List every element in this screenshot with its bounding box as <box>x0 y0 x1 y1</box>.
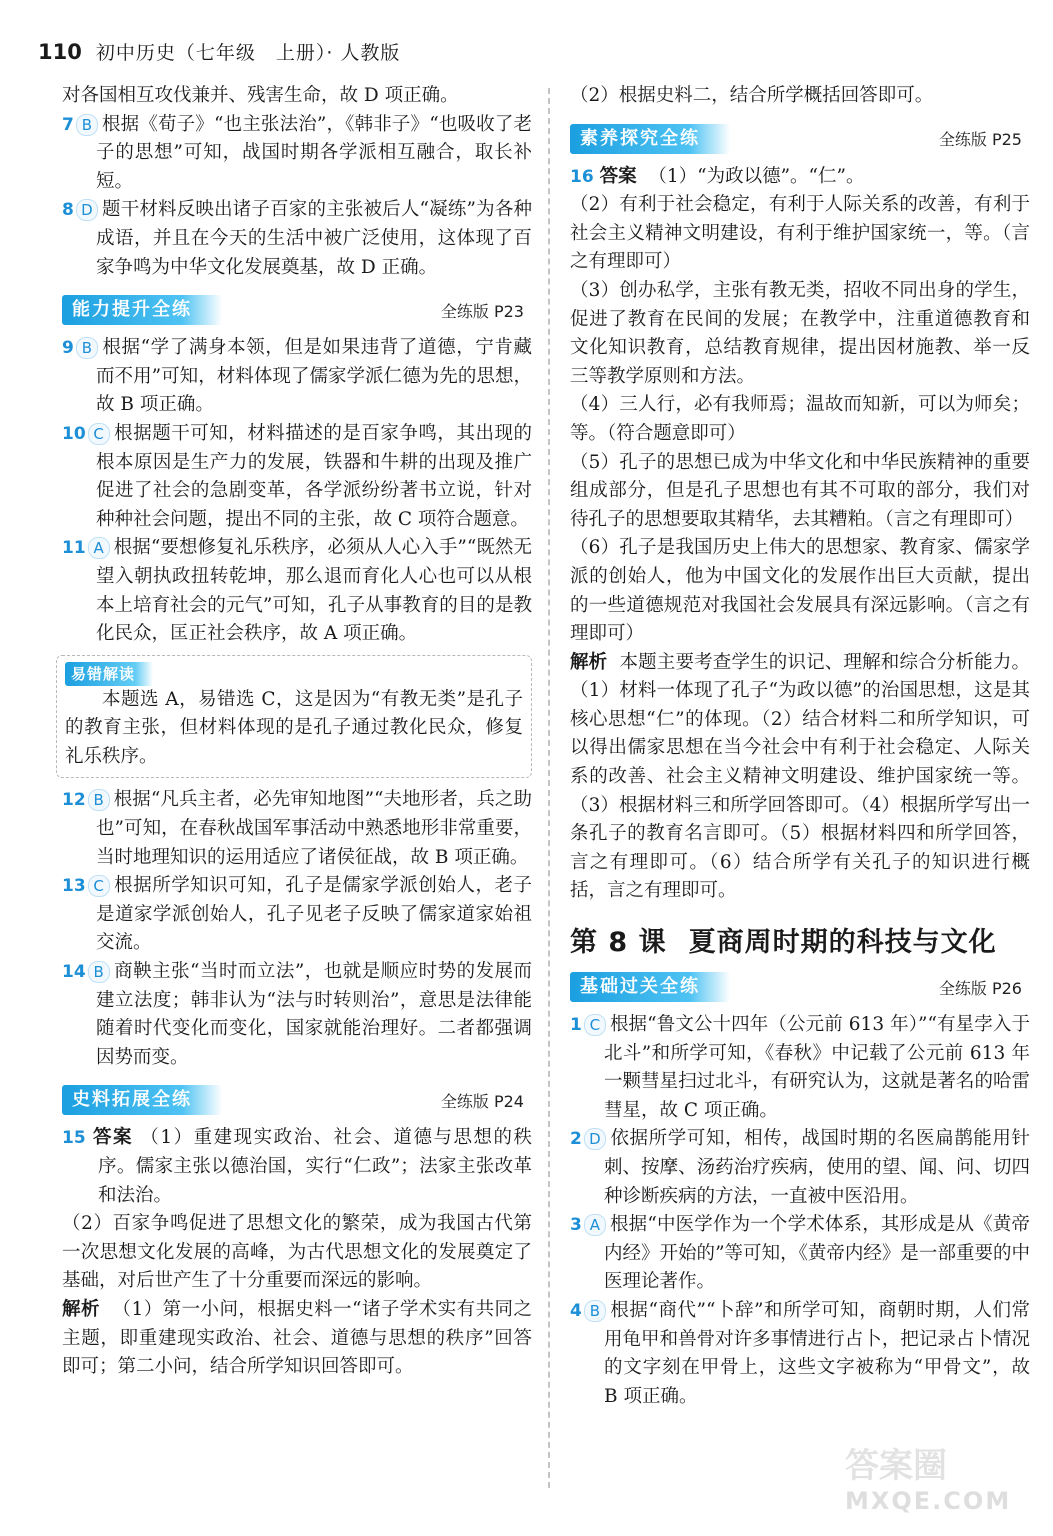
tip-box <box>56 655 532 779</box>
section-banner <box>62 1084 532 1116</box>
continued-text: （2）根据史料二，结合所学概括回答即可。 <box>570 85 934 106</box>
right-column <box>570 82 1030 1411</box>
section-ref: 全练版 P26 <box>938 978 1022 998</box>
answer-list <box>62 111 532 283</box>
q15-analysis <box>62 1296 532 1382</box>
lesson-title <box>570 920 1030 959</box>
answer-item <box>570 1011 1030 1125</box>
lesson-name: 夏商周时期的科技与文化 <box>688 927 997 959</box>
answer-item <box>62 196 532 282</box>
q16-analysis <box>570 649 1030 906</box>
item-number: 8 <box>62 200 74 221</box>
answer-letter: C <box>88 875 110 897</box>
item-text: 根据“鲁文公十四年（公元前 613 年）”“有星孛入于北斗”和所学可知，《春秋》中记载了公元前 613 年一颗彗星扫过北斗，有研究认为，这就是著名的哈雷彗星，故 C 项正确。 <box>604 1014 1030 1121</box>
item-text: 题干材料反映出诸子百家的主张被后人“凝练”为各种成语，并且在今天的生活中被广泛使用，这体现了百家争鸣为中华文化发展奠基，故 D 正确。 <box>96 199 532 278</box>
section-tag: 能力提升全练 <box>62 295 222 325</box>
item-number: 15 <box>62 1128 86 1149</box>
q15-answer-2: （2）百家争鸣促进了思想文化的繁荣，成为我国古代第一次思想文化发展的高峰，为古代思想文化的发展奠定了基础，对后世产生了十分重要而深远的影响。 <box>62 1213 532 1292</box>
section-tag: 素养探究全练 <box>570 124 730 154</box>
tip-text: 本题选 A，易错选 C，这是因为“有教无类”是孔子的教育主张，但材料体现的是孔子通过教化民众，修复礼乐秩序。 <box>65 688 523 767</box>
item-number: 1 <box>570 1015 582 1036</box>
item-text: 依据所学可知，相传，战国时期的名医扁鹊能用针刺、按摩、汤药治疗疾病，使用的望、闻、问、切四种诊断疾病的方法，一直被中医沿用。 <box>604 1128 1030 1207</box>
answer-item <box>62 872 532 958</box>
item-number: 12 <box>62 790 86 811</box>
item-text: 根据“中医学作为一个学术体系，其形成是从《黄帝内经》开始的”等可知，《黄帝内经》是一部重要的中医理论著作。 <box>604 1214 1030 1293</box>
answer-label: 答案 <box>599 165 637 187</box>
item-text: 根据题干可知，材料描述的是百家争鸣，其出现的根本原因是生产力的发展，铁器和牛耕的出现及推广促进了社会的急剧变革，各学派纷纷著书立说，针对种种社会问题，提出不同的主张，故 C 项符合题意。 <box>96 422 532 530</box>
tip-tag: 易错解读 <box>65 662 153 686</box>
answer-letter: D <box>584 1128 606 1150</box>
item-text: 根据所学知识可知，孔子是儒家学派创始人，老子是道家学派创始人，孔子见老子反映了儒家道家始祖交流。 <box>96 875 532 954</box>
item-text: 商鞅主张“当时而立法”，也就是顺应时势的发展而建立法度；韩非认为“法与时转则治”，意思是法律能随着时代变化而变化，国家就能治理好。二者都强调因势而变。 <box>96 961 532 1068</box>
answer-text: （1）“为政以德”。“仁”。 <box>648 165 865 187</box>
question-16 <box>570 163 1030 906</box>
answer-item <box>62 111 532 197</box>
answer-list <box>62 334 532 649</box>
column-divider <box>548 88 550 1488</box>
answer-item <box>62 334 532 420</box>
item-text: 根据“要想修复礼乐秩序，必须从人心入手”“既然无望入朝执政扭转乾坤，那么退而育化人心也可以从根本上培育社会的元气”可知，孔子从事教育的目的是教化民众，匡正社会秩序，故 A 项正确。 <box>96 537 532 645</box>
answer-letter: D <box>76 199 98 221</box>
answer-letter: C <box>88 423 110 445</box>
q15-answer-1 <box>62 1124 532 1210</box>
answer-letter: B <box>88 789 110 811</box>
page-header <box>38 38 400 72</box>
item-text: 根据《荀子》“也主张法治”，《韩非子》“也吸收了老子的思想”可知，战国时期各学派相互融合，取长补短。 <box>96 113 532 192</box>
q16-answer-2: （2）有利于社会稳定，有利于人际关系的改善，有利于社会主义精神文明建设，有利于维护国家统一，等。（言之有理即可） <box>570 194 1030 273</box>
q16-answer-4: （4）三人行，必有我师焉；温故而知新，可以为师矣；等。（符合题意即可） <box>570 394 1030 444</box>
analysis-label: 解析 <box>570 651 608 673</box>
item-number: 11 <box>62 538 86 559</box>
watermark-domain: MXQE.COM <box>845 1487 1012 1515</box>
answer-item <box>570 1211 1030 1297</box>
q16-answer-1 <box>570 163 1030 192</box>
item-text: 根据“凡兵主者，必先审知地图”“夫地形者，兵之助也”可知，在春秋战国军事活动中熟悉地形非常重要，当时地理知识的运用适应了诸侯征战，故 B 项正确。 <box>96 789 532 868</box>
item-number: 9 <box>62 338 74 359</box>
section-tag: 基础过关全练 <box>570 972 730 1002</box>
answer-item <box>62 786 532 872</box>
answer-list <box>62 786 532 1072</box>
section-banner <box>570 123 1030 155</box>
answer-label: 答案 <box>93 1127 134 1149</box>
question-15 <box>62 1124 532 1381</box>
section-banner <box>62 294 532 326</box>
answer-letter: B <box>584 1300 606 1322</box>
page-title: 初中历史（七年级 上册）· 人教版 <box>95 42 401 64</box>
item-number: 10 <box>62 423 86 444</box>
item-text: 根据“学了满身本领，但是如果违背了道德，宁肯藏而不用”可知，材料体现了儒家学派仁德为先的思想，故 B 项正确。 <box>96 337 532 416</box>
answer-item <box>62 958 532 1072</box>
watermark-text: 答案圈 <box>845 1446 947 1486</box>
section-tag: 史料拓展全练 <box>62 1085 222 1115</box>
page-number: 110 <box>38 40 82 64</box>
analysis-label: 解析 <box>62 1298 100 1320</box>
answer-list <box>570 1011 1030 1411</box>
left-column <box>62 82 532 1382</box>
item-number: 3 <box>570 1215 582 1236</box>
answer-item <box>570 1297 1030 1411</box>
answer-text: （1）重建现实政治、社会、道德与思想的秩序。儒家主张以德治国，实行“仁政”；法家主张改革和法治。 <box>98 1127 532 1206</box>
analysis-text: （1）第一小问，根据史料一“诸子学术实有共同之主题，即重建现实政治、社会、道德与思想的秩序”回答即可；第二小问，结合所学知识回答即可。 <box>62 1298 532 1378</box>
analysis-text: 本题主要考查学生的识记、理解和综合分析能力。（1）材料一体现了孔子“为政以德”的治国思想，这是其核心思想“仁”的体现。（2）结合材料二和所学知识，可以得出儒家思想在当今社会中有利于社会稳定、人际关系的改善、社会主义精神文明建设、维护国家统一等。（3）根据材料三和所学回答即可。（4）根据所学写出一条孔子的教育名言即可。（5）根据材料四和所学回答，言之有理即可。（6）结合所学有关孔子的知识进行概括，言之有理即可。 <box>570 651 1030 902</box>
lesson-number: 第 8 课 <box>570 927 667 959</box>
item-number: 16 <box>570 166 594 187</box>
answer-letter: C <box>584 1014 606 1036</box>
q16-answer-6: （6）孔子是我国历史上伟大的思想家、教育家、儒家学派的创始人，他为中国文化的发展作出巨大贡献，提出的一些道德规范对我国社会发展具有深远影响。（言之有理即可） <box>570 537 1030 645</box>
answer-letter: B <box>76 114 98 136</box>
answer-item <box>62 534 532 648</box>
item-text: 根据“商代”“卜辞”和所学可知，商朝时期，人们常用龟甲和兽骨对许多事情进行占卜，把记录占卜情况的文字刻在甲骨上，这些文字被称为“甲骨文”，故 B 项正确。 <box>604 1299 1030 1407</box>
answer-letter: B <box>88 961 110 983</box>
section-ref: 全练版 P23 <box>440 301 524 321</box>
section-banner <box>570 971 1030 1003</box>
answer-letter: A <box>88 537 110 559</box>
item-number: 2 <box>570 1129 582 1150</box>
answer-letter: A <box>584 1214 606 1236</box>
section-ref: 全练版 P24 <box>440 1091 524 1111</box>
item-number: 4 <box>570 1300 582 1321</box>
section-ref: 全练版 P25 <box>938 130 1022 150</box>
watermark-logo <box>845 1438 1025 1518</box>
item-number: 14 <box>62 962 86 983</box>
answer-letter: B <box>76 337 98 359</box>
answer-item <box>62 420 532 534</box>
q16-answer-5: （5）孔子的思想已成为中华文化和中华民族精神的重要组成部分，但是孔子思想也有其不可取的部分，我们对待孔子的思想要取其精华，去其糟粕。（言之有理即可） <box>570 451 1030 530</box>
answer-item <box>570 1125 1030 1211</box>
item-number: 13 <box>62 876 86 897</box>
item-number: 7 <box>62 114 74 135</box>
q16-answer-3: （3）创办私学，主张有教无类，招收不同出身的学生，促进了教育在民间的发展；在教学中，注重道德教育和文化知识教育，总结教育规律，提出因材施教、举一反三等教学原则和方法。 <box>570 279 1030 387</box>
continued-text: 对各国相互攻伐兼并、残害生命，故 D 项正确。 <box>62 85 459 106</box>
